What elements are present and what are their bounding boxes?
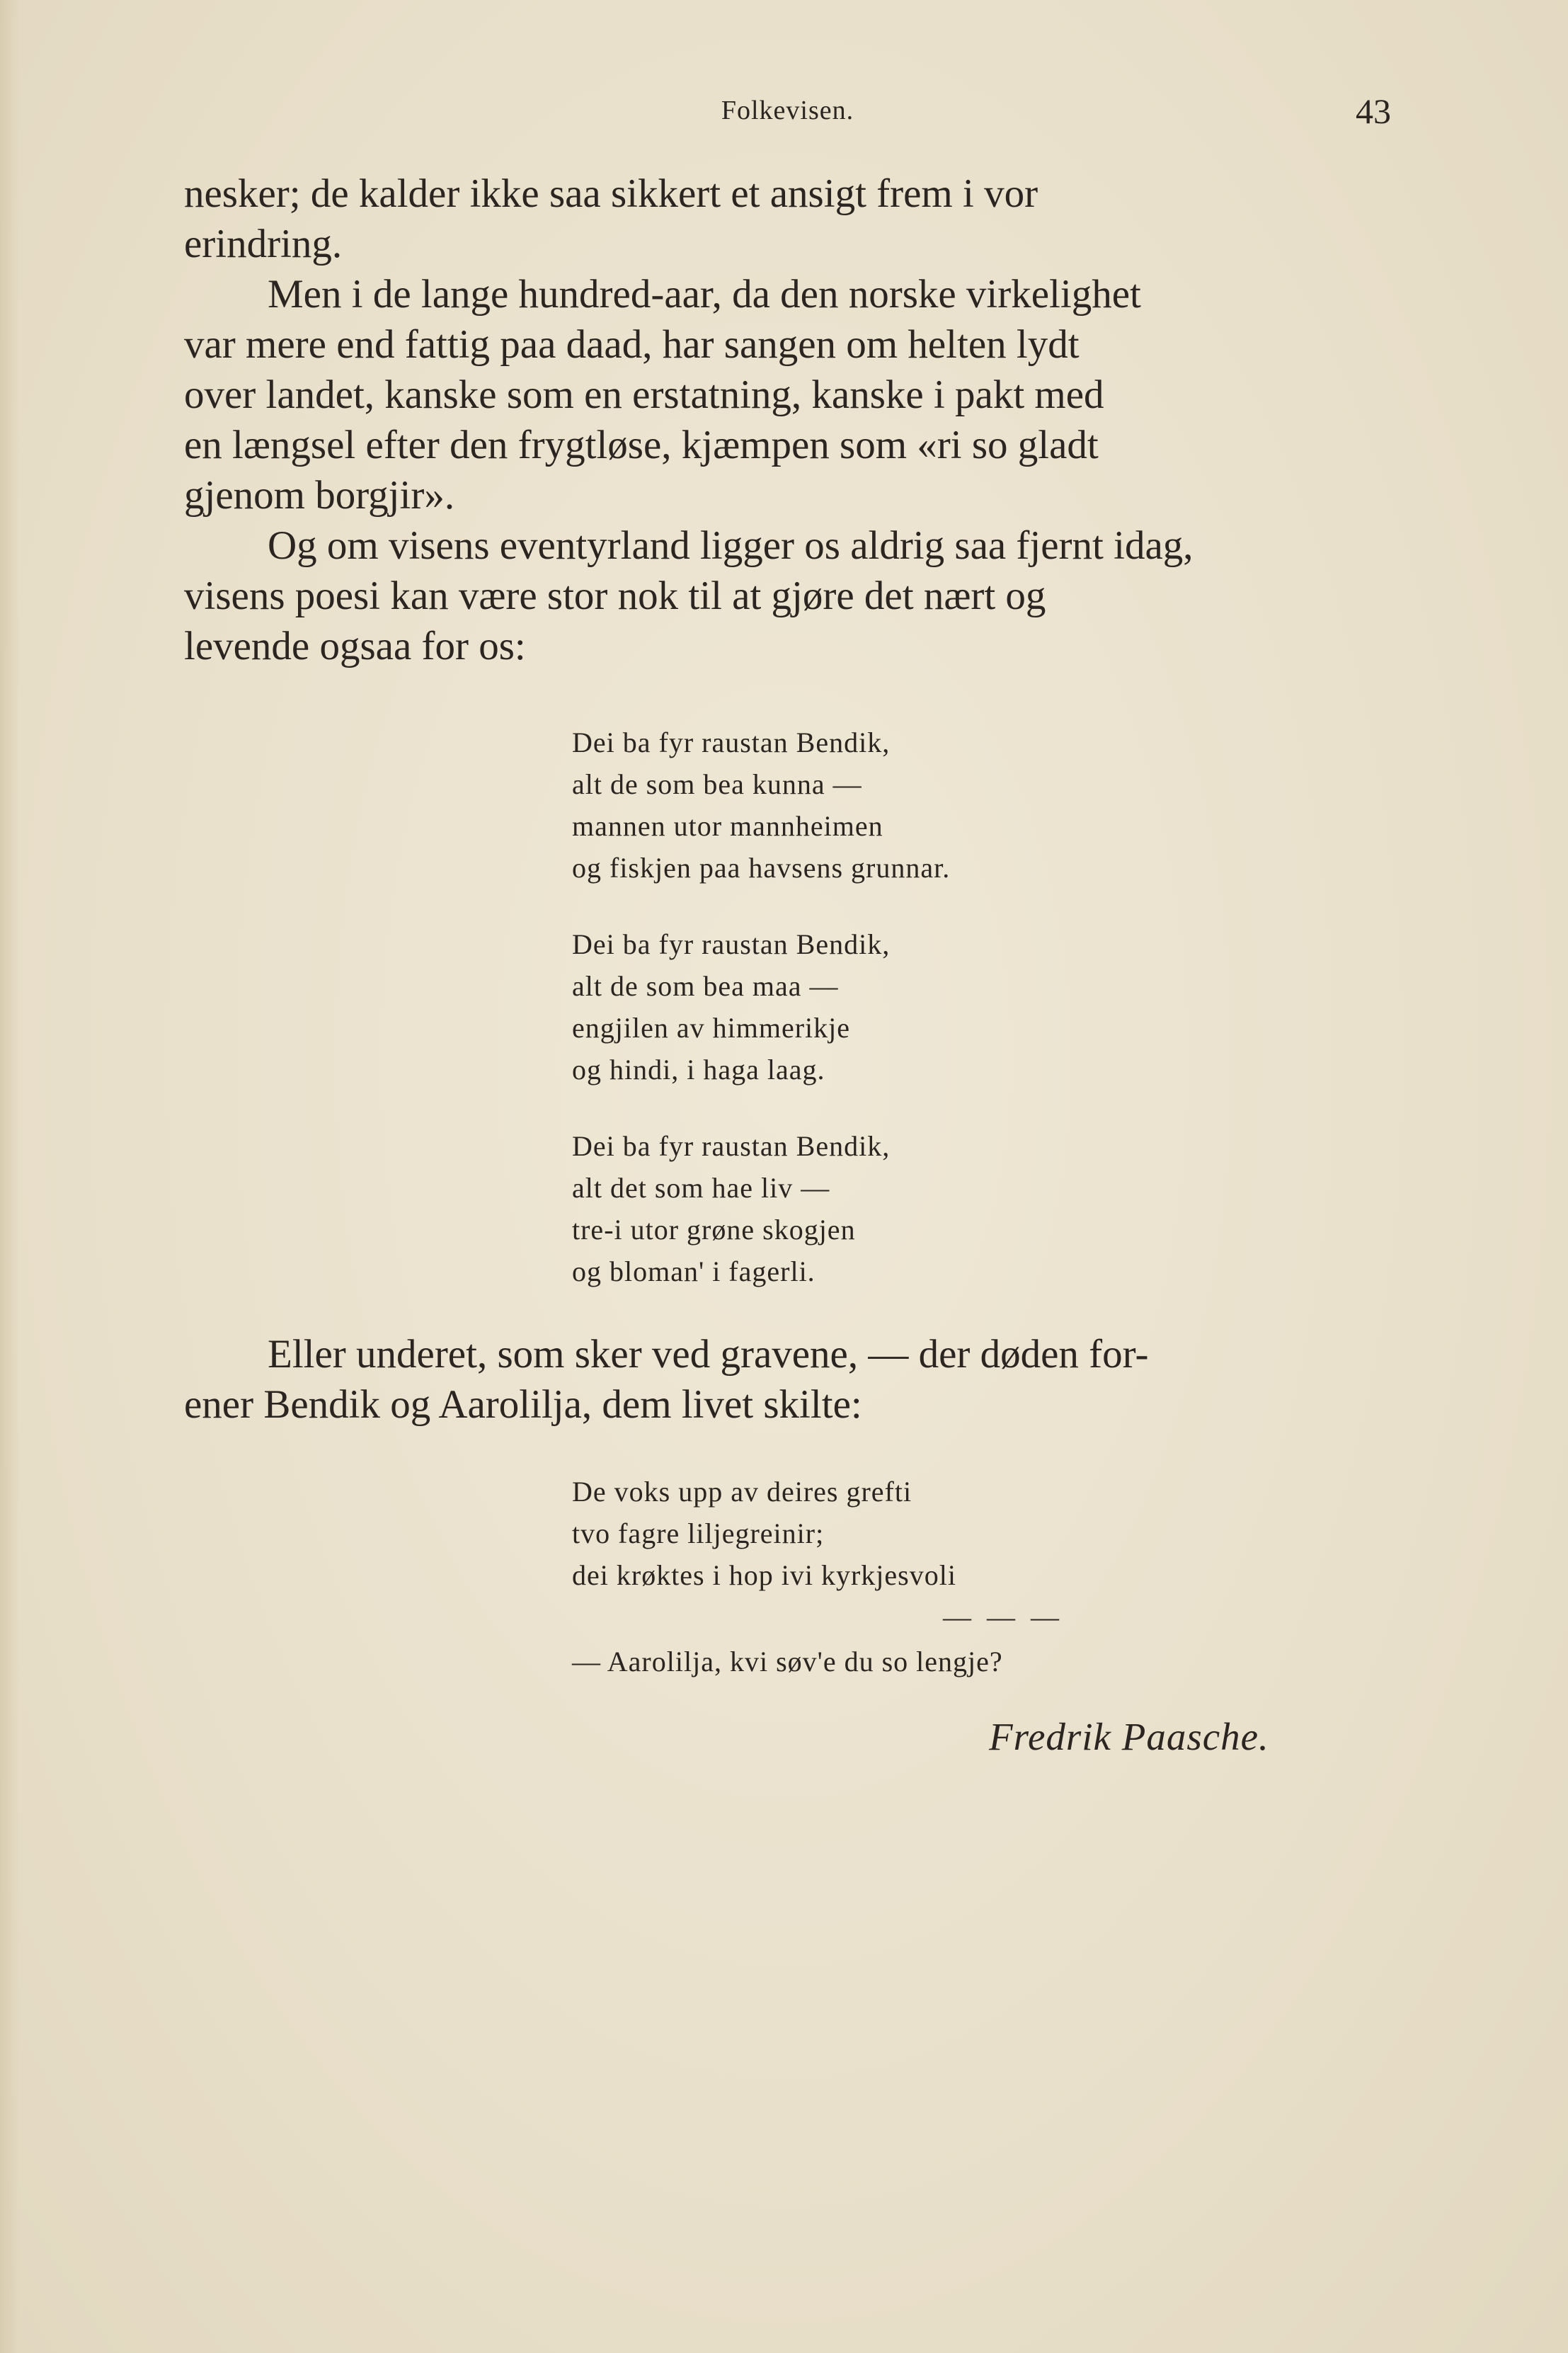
verse-line: alt de som bea maa —	[572, 970, 839, 1002]
text-line: ener Bendik og Aarolilja, dem livet skilte:	[184, 1382, 862, 1427]
paragraph-1	[184, 169, 1391, 269]
running-head	[184, 91, 1391, 133]
verse-block-2	[572, 1471, 1391, 1596]
stanza-2	[572, 923, 1391, 1090]
verse-line: dei krøktes i hop ivi kyrkjesvoli	[572, 1559, 956, 1591]
verse-line: Dei ba fyr raustan Bendik,	[572, 928, 891, 960]
author-signature: Fredrik Paasche.	[989, 1715, 1269, 1758]
text-line: levende ogsaa for os:	[184, 624, 526, 668]
verse-line: alt de som bea kunna —	[572, 768, 862, 800]
text-line: visens poesi kan være stor nok til at gjøre det nært og	[184, 574, 1046, 618]
verse-line: alt det som hae liv —	[572, 1172, 830, 1204]
page-body	[184, 169, 1391, 1762]
verse-line: og bloman' i fagerli.	[572, 1255, 816, 1287]
text-line: Eller underet, som sker ved gravene, — der døden for-	[268, 1332, 1149, 1377]
verse-line: og fiskjen paa havsens grunnar.	[572, 852, 951, 884]
closing-verse-line: — Aarolilja, kvi søv'e du so lengje?	[572, 1646, 1003, 1677]
paragraph-4	[184, 1329, 1391, 1430]
verse-line: Dei ba fyr raustan Bendik,	[572, 1130, 891, 1162]
verse-line: engjilen av himmerikje	[572, 1012, 850, 1044]
stanza-1	[572, 722, 1391, 889]
page-edge-shadow	[0, 0, 20, 2353]
verse-block-1	[572, 722, 1391, 1292]
text-line: gjenom borgjir».	[184, 473, 455, 518]
verse-line: Dei ba fyr raustan Bendik,	[572, 727, 891, 758]
running-title: Folkevisen.	[721, 96, 854, 125]
text-line: Og om visens eventyrland ligger os aldrig saa fjernt idag,	[268, 523, 1194, 568]
verse-line: og hindi, i haga laag.	[572, 1054, 825, 1086]
text-line: nesker; de kalder ikke saa sikkert et ansigt frem i vor	[184, 171, 1038, 216]
ellipsis-dashes: — — —	[943, 1601, 1063, 1633]
stanza-3	[572, 1125, 1391, 1292]
verse-line: tre-i utor grøne skogjen	[572, 1214, 856, 1246]
text-line: erindring.	[184, 222, 343, 266]
paragraph-3	[184, 520, 1391, 671]
text-line: over landet, kanske som en erstatning, kanske i pakt med	[184, 372, 1104, 417]
paragraph-2	[184, 269, 1391, 520]
verse-line: mannen utor mannheimen	[572, 810, 883, 842]
text-line: Men i de lange hundred-aar, da den norske virkelighet	[268, 272, 1141, 317]
stanza-4	[572, 1471, 1391, 1596]
text-line: en længsel efter den frygtløse, kjæmpen som «ri so gladt	[184, 423, 1099, 467]
text-line: var mere end fattig paa daad, har sangen om helten lydt	[184, 322, 1080, 367]
page-number: 43	[1356, 91, 1391, 131]
verse-line: tvo fagre liljegreinir;	[572, 1517, 825, 1549]
verse-line: De voks upp av deires grefti	[572, 1476, 912, 1508]
